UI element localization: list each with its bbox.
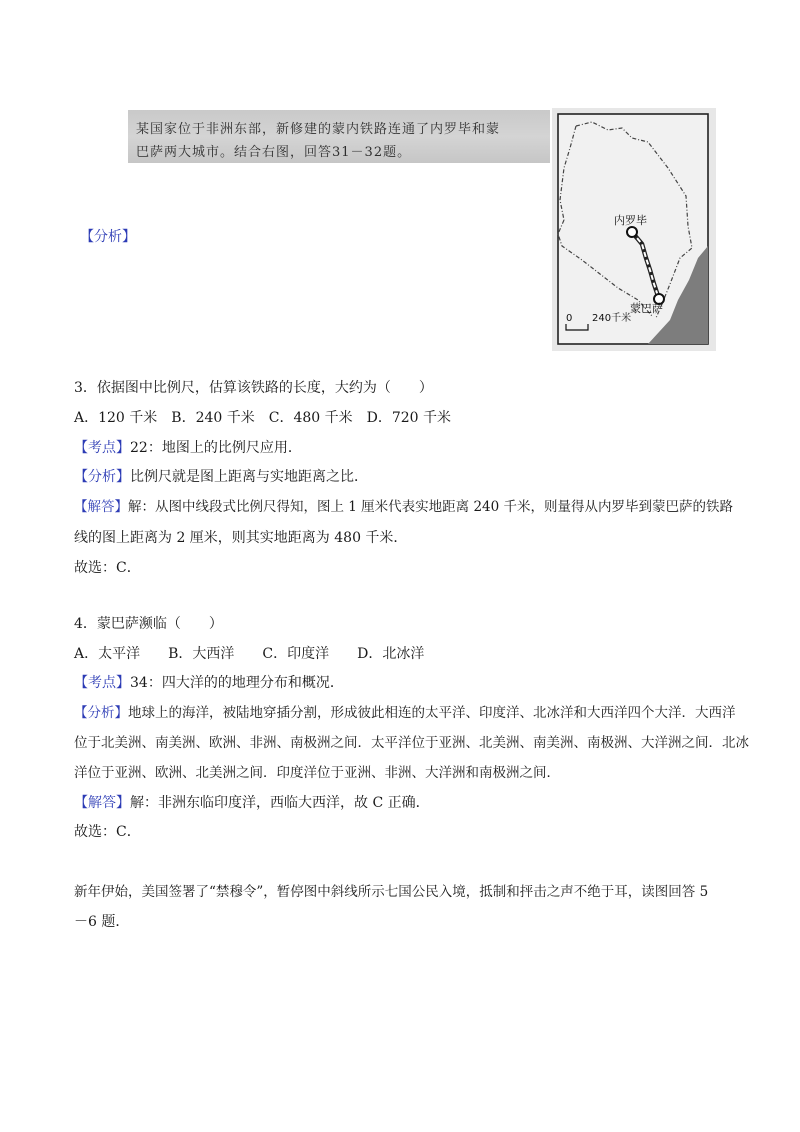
q3-jieda-text-1: 解：从图中线段式比例尺得知，图上 1 厘米代表实地距离 240 千米，则量得从内罗毕到蒙巴萨的铁路 — [128, 499, 734, 515]
q3-options: A．120 千米 B．240 千米 C．480 千米 D．720 千米 — [74, 410, 452, 426]
q4-fenxi-line-3: 洋位于亚洲、欧洲、北美洲之间．印度洋位于亚洲、非洲、大洋洲和南极洲之间． — [74, 765, 560, 781]
q3-jieda-tag: 【解答】 — [74, 499, 128, 515]
q4-answer: 故选：C． — [74, 824, 141, 840]
scanned-intro-strip — [128, 110, 550, 163]
q4-fenxi-text-1: 地球上的海洋，被陆地穿插分割，形成彼此相连的太平洋、印度洋、北冰洋和大西洋四个大洋．大西洋 — [128, 705, 736, 721]
q4-options: A．太平洋 B．大西洋 C．印度洋 D．北冰洋 — [74, 646, 425, 662]
mombasa-label: 蒙巴萨 — [630, 302, 663, 315]
top-analysis-tag: 【分析】 — [80, 229, 136, 245]
next-intro-line-2: －6 题． — [74, 914, 130, 930]
q3-answer: 故选：C． — [74, 560, 141, 576]
q3-kaodian-tag: 【考点】 — [74, 440, 130, 456]
scale-zero-label: 0 — [566, 313, 573, 324]
q3-fenxi-tag: 【分析】 — [74, 469, 130, 485]
scale-distance-label: 240千米 — [592, 313, 632, 324]
q4-jieda-text: 解：非洲东临印度洋，西临大西洋，故 C 正确． — [130, 795, 430, 811]
q4-fenxi-line-1 — [74, 703, 736, 723]
q4-jieda — [74, 793, 430, 813]
q3-question: 3．依据图中比例尺，估算该铁路的长度，大约为（ ） — [74, 380, 433, 396]
q3-jieda-line-2: 线的图上距离为 2 厘米，则其实地距离为 480 千米． — [74, 530, 408, 546]
intro-line-1: 某国家位于非洲东部，新修建的蒙内铁路连通了内罗毕和蒙 — [136, 122, 501, 137]
q3-fenxi — [74, 467, 368, 487]
q4-kaodian-tag: 【考点】 — [74, 675, 130, 691]
q4-kaodian — [74, 673, 344, 693]
q4-fenxi-tag: 【分析】 — [74, 705, 128, 721]
q3-kaodian-text: 22：地图上的比例尺应用． — [130, 440, 302, 456]
q4-question: 4．蒙巴萨濒临（ ） — [74, 616, 223, 632]
q3-fenxi-text: 比例尺就是图上距离与实地距离之比． — [130, 469, 368, 485]
next-intro-line-1: 新年伊始，美国签署了“禁穆令”，暂停图中斜线所示七国公民入境，抵制和抨击之声不绝于耳，读图回答 5 — [74, 884, 709, 900]
kenya-railway-map — [552, 108, 716, 351]
q4-kaodian-text: 34：四大洋的的地理分布和概况． — [130, 675, 344, 691]
q3-kaodian — [74, 438, 302, 458]
q4-fenxi-line-2: 位于北美洲、南美洲、欧洲、非洲、南极洲之间．太平洋位于亚洲、北美洲、南美洲、南极洲、大洋洲之间．北冰 — [74, 735, 749, 751]
q3-jieda-line-1 — [74, 497, 733, 517]
nairobi-point — [627, 227, 637, 237]
q4-jieda-tag: 【解答】 — [74, 795, 130, 811]
nairobi-label: 内罗毕 — [614, 214, 647, 227]
intro-line-2: 巴萨两大城市。结合右图，回答31－32题。 — [136, 145, 412, 160]
